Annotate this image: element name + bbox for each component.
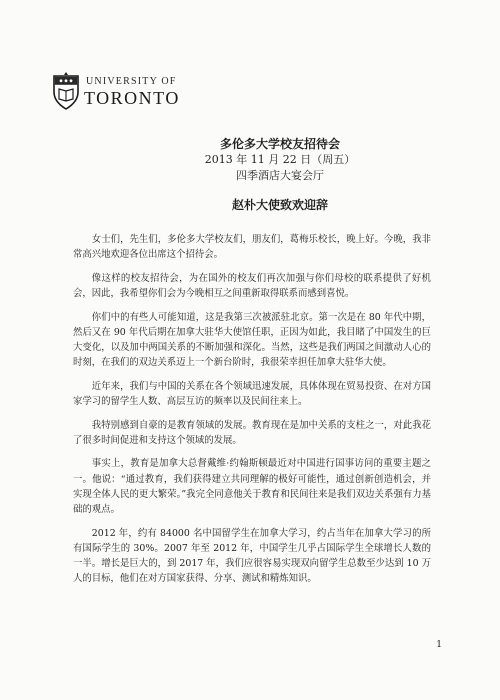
logo-university-of: UNIVERSITY OF [86, 76, 177, 87]
university-crest-icon [52, 72, 80, 110]
event-date: 2013 年 11 月 22 日（周五） [204, 153, 356, 166]
event-venue: 四季酒店大宴会厅 [236, 169, 324, 182]
paragraph: 像这样的校友招待会，为在国外的校友们再次加强与你们母校的联系提供了好机会，因此，我希望你们会为今晚相互之间重新取得联系而感到喜悦。 [73, 272, 431, 299]
paragraph: 2012 年，约有 84000 名中国留学生在加拿大学习，约占当年在加拿大学习的所有国际学生的 30%。2007 年至 2012 年，中国学生几乎占国际学生全球增长人数的一半。增长是巨大的，到 2017 年，我们应很容易实现双向留学生总数至少达到 10 万人的目标，他们在对方国家获得、分享、测试和精炼知识。 [73, 527, 431, 585]
logo-toronto: TORONTO [84, 88, 180, 108]
page-number: 1 [436, 640, 442, 650]
speech-title: 赵朴大使致欢迎辞 [231, 198, 328, 212]
speech-body [73, 232, 431, 595]
event-heading [140, 136, 420, 184]
paragraph: 事实上，教育是加拿大总督戴维·约翰斯顿最近对中国进行国事访问的重要主题之一。他说：“通过教育，我们获得建立共同理解的极好可能性，通过创新创造机会，并实现全体人民的更大繁荣。”我完全同意他关于教育和民间往来是我们双边关系强有力基础的观点。 [73, 458, 431, 515]
paragraph: 你们中的有些人可能知道，这是我第三次被派驻北京。第一次是在 80 年代中期，然后又在 90 年代后期在加拿大驻华大使馆任职，正因为如此，我目睹了中国发生的巨大变化，以及加中两国关系的不断加强和深化。当然，这些是我们两国之间激动人心的时刻，在我们的双边关系迈上一个新台阶时，我很荣幸担任加拿大驻华大使。 [73, 311, 431, 369]
paragraph: 女士们，先生们，多伦多大学校友们，朋友们，葛梅乐校长，晚上好。今晚，我非常高兴地欢迎各位出席这个招待会。 [73, 234, 431, 261]
event-title: 多伦多大学校友招待会 [219, 137, 340, 151]
paragraph: 我特别感到自豪的是教育领域的发展。教育现在是加中关系的支柱之一，对此我花了很多时间促进和支持这个领域的发展。 [73, 419, 431, 446]
paragraph: 近年来，我们与中国的关系在各个领域迅速发展，具体体现在贸易投资、在对方国家学习的留学生人数、高层互访的频率以及民间往来上。 [73, 380, 431, 407]
university-logo [52, 70, 192, 118]
